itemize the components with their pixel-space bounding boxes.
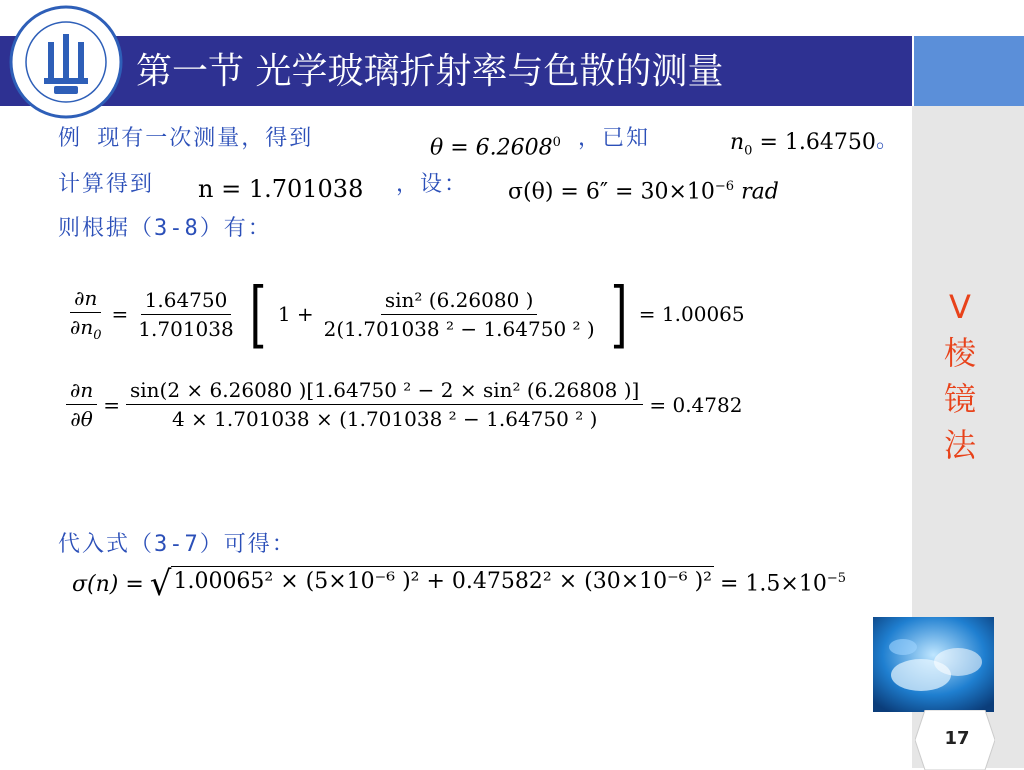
theta-superscript: 0 xyxy=(552,135,561,150)
eq3-result: = 1.5×10 xyxy=(719,571,827,597)
side-label-char: 棱 xyxy=(943,334,976,372)
eq2-fraction xyxy=(126,378,643,431)
line1-end-punct: 。 xyxy=(876,128,901,153)
theta-expression: θ = 6.2608 xyxy=(430,135,553,161)
header-accent xyxy=(914,36,1024,106)
square-root xyxy=(150,566,714,602)
eq2-lhs-denominator: ∂θ xyxy=(70,407,93,431)
eq1-inner-denominator: 2(1.701038 ² − 1.64750 ² ) xyxy=(323,316,595,341)
eq3-result-exponent: −5 xyxy=(826,571,846,587)
eq1-result: = 1.00065 xyxy=(638,302,745,326)
equation-dn-dtheta xyxy=(66,378,742,431)
eq3-result-wrap xyxy=(720,571,846,596)
eq3-radicand: 1.00065² × (5×10⁻⁶ )² + 0.47582² × (30×10⁻⁶ )² xyxy=(171,566,714,602)
assume-text: ，设： xyxy=(396,172,469,197)
sigma-exponent: −6 xyxy=(714,179,735,194)
n0-value xyxy=(730,128,876,166)
side-label-char: 镜 xyxy=(943,380,976,418)
equals-sign: = xyxy=(111,302,129,326)
eq1-ratio-denominator: 1.701038 xyxy=(138,316,234,341)
page-number: 17 xyxy=(944,728,970,749)
eq1-lhs-den-symbol: ∂n xyxy=(70,314,94,339)
eq1-ratio xyxy=(134,288,237,341)
equals-sign: = xyxy=(103,392,120,417)
known-text: ，已知 xyxy=(578,126,651,151)
radian-unit: rad xyxy=(741,179,779,205)
sigma-theta-value xyxy=(508,172,779,207)
radical-sign: √ xyxy=(149,564,172,604)
eq1-inner-numerator: sin² (6.26080 ) xyxy=(381,288,538,315)
side-label-char: 法 xyxy=(943,426,976,464)
eq1-inner-fraction xyxy=(320,288,599,341)
eq1-lhs-den-subscript: 0 xyxy=(93,327,102,343)
eq2-lhs xyxy=(66,378,97,431)
university-logo xyxy=(8,4,124,120)
eq1-lhs xyxy=(66,286,106,343)
section-side-label xyxy=(938,284,982,468)
computed-text: 计算得到 xyxy=(58,172,155,197)
eq2-lhs-numerator: ∂n xyxy=(66,378,97,405)
eq3-lhs: σ(n) = xyxy=(72,571,144,597)
eq2-denominator: 4 × 1.701038 × (1.701038 ² − 1.64750 ² ) xyxy=(171,407,598,431)
lens-image xyxy=(873,617,994,712)
eq1-lhs-numerator: ∂n xyxy=(70,286,101,313)
eq1-ratio-numerator: 1.64750 xyxy=(141,288,232,315)
eq2-numerator: sin(2 × 6.26080 )[1.64750 ² − 2 × sin² (6.26808 )] xyxy=(126,378,643,405)
equation-dn-dn0 xyxy=(66,272,745,356)
eq1-lhs-denominator xyxy=(66,313,106,343)
sigma-theta-expression: σ(θ) = 6″ = 30×10 xyxy=(508,179,715,205)
substitute-text: 代入式（3-7）可得： xyxy=(58,532,296,557)
n0-subscript: 0 xyxy=(744,143,753,159)
according-text: 则根据（3-8）有： xyxy=(58,216,272,241)
n-value xyxy=(198,174,363,204)
right-bracket: ] xyxy=(610,272,628,356)
n-expression: n = 1.701038 xyxy=(198,175,364,203)
left-bracket: [ xyxy=(249,272,267,356)
eq2-result: = 0.4782 xyxy=(649,392,743,417)
side-label-char: V xyxy=(949,288,971,326)
n0-symbol: n xyxy=(730,130,745,155)
eq1-one-plus: 1 + xyxy=(277,302,314,326)
equation-sigma-n xyxy=(72,566,846,602)
theta-value xyxy=(430,128,561,163)
slide-title: 第一节 光学玻璃折射率与色散的测量 xyxy=(136,51,724,92)
n0-number: = 1.64750 xyxy=(752,130,876,155)
example-intro-text: 例 现有一次测量，得到 xyxy=(58,126,314,151)
